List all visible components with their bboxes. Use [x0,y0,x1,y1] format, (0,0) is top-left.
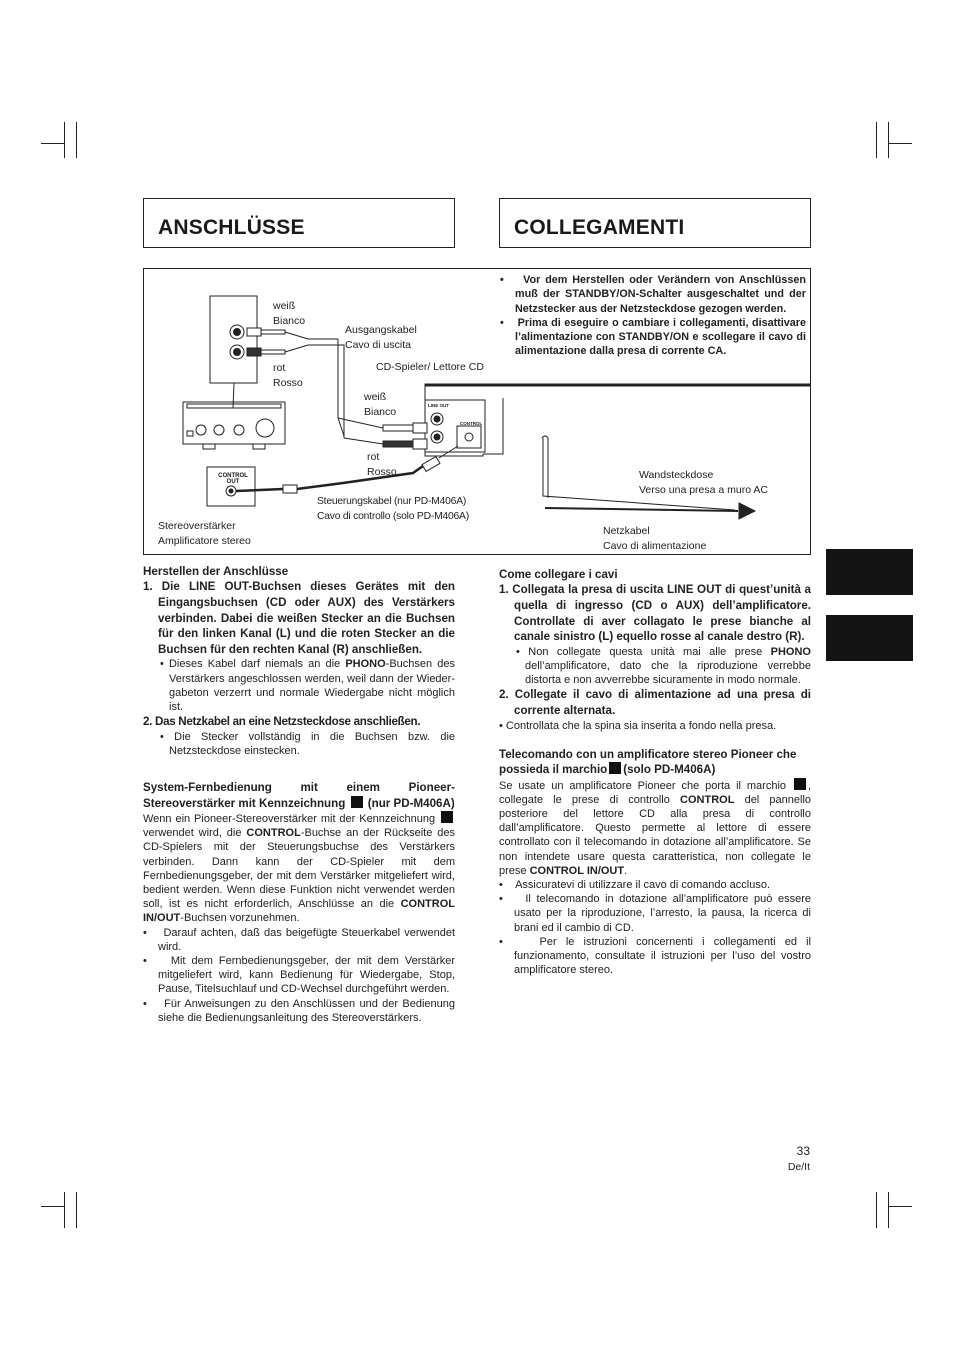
it-remote-paragraph: Se usate un amplificatore Pioneer che porta il marchio , collegate le prese di controllo CONTROL del pannello posteriore del lettore CD alla presa di controllo dall’amplificatore. Questo permette al lettore di essere controllato con il telecomando in dotazione all’amplificatore. Se non intendete usare questa caratteristica, non collegate le prese CONTROL IN/OUT. [499,779,812,877]
system-logo-icon [441,811,453,823]
system-logo-icon [609,762,621,774]
crop-mark [876,1192,877,1228]
system-logo-icon [794,778,806,790]
language-tab [826,549,913,595]
section-title-box [499,198,811,248]
control-cable-label: Steuerungskabel (nur PD-M406A) [317,496,467,507]
cd-red-label: rot [367,451,380,463]
output-cable-label-it: Cavo di uscita [345,338,411,351]
amp-red-label: rot [273,362,286,374]
de-system-paragraph: Wenn ein Pioneer-Stereoverstärker mit der Kennzeichnung verwendet wird, die CONTROL-Buchse an der Rückseite des CD-Spielers mit der Steuerungsbuchse des Verstärkers verbinden. Dann kann der CD-Spieler mit dem Fernbedienungsgeber, der mit dem Verstärker mitgeliefert wird, bedient werden. Wenn diese Funktion nicht verwendet werden soll, ist es nicht erforderlich, Anschlüsse an die CONTROL IN/OUT-Buchsen vorzunehmen. [143,813,456,925]
de-step-1-note: • Dieses Kabel darf niemals an die PHONO-Buchsen des Verstärkers angeschlossen werden, weil dann der Wieder-gabeton verzerrt und normale Wiedergabe nicht möglich ist. [160,658,455,713]
wall-outlet-label-it: Verso una presa a muro AC [639,483,768,496]
crop-mark [76,1192,77,1228]
de-bullet: • Darauf achten, daß das beigefügte Steuerkabel verwendet wird. [143,926,456,953]
crop-mark [888,122,889,158]
de-step-2-note: • Die Stecker vollständig in die Buchsen bzw. die Netzsteckdose einstecken. [160,730,455,757]
crop-mark [888,1206,912,1207]
section-title-it: COLLEGAMENTI [514,216,685,239]
crop-mark [41,143,65,144]
it-heading: Come collegare i cavi [499,568,618,581]
page-language: De/It [787,1161,810,1173]
it-bullet: • Il telecomando in dotazione all’amplificatore può essere usato per la riproduzione, l’arresto, la pausa, la ricerca di brani ed il cambio di CD. [499,893,811,934]
cd-player-label: CD-Spieler/ Lettore CD [376,361,484,373]
cd-white-label-it: Bianco [364,405,397,418]
cd-red-label-it: Rosso [367,465,397,478]
it-step-1: 1. Collegata la presa di uscita LINE OUT di quest’unità a quella di ingresso (CD o AUX) dell’amplificatore. Controllate di aver collagato le prese bianche al canale sinistro (L) equello rosse al canale destro (R). [499,583,811,644]
warning-it: • Prima di eseguire o cambiare i collegamenti, disattivare l’alimentazione con STANDBY/ON e scollegare il cavo di alimentazione dalla presa di corrente CA. [500,316,806,358]
it-step-2: 2. Collegate il cavo di alimentazione ad una presa di corrente alternata. [499,688,811,717]
de-step-1: 1. Die LINE OUT-Buchsen dieses Gerätes mit den Eingangsbuchsen (CD oder AUX) des Verstärkers verbinden. Dabei die weißen Stecker an die Buchsen für den linken Kanal (L) und die roten Stecker an die Buchsen für den rechten Kanal (R) anschließen. [143,580,455,656]
warning-list [500,273,806,359]
output-cable-label: Ausgangskabel [345,324,417,336]
crop-mark [64,1192,65,1228]
amp-white-label-it: Bianco [273,314,306,327]
connection-diagram [143,268,811,555]
de-heading: Herstellen der Anschlüsse [143,565,289,578]
crop-mark [64,122,65,158]
wall-outlet-label: Wandsteckdose [639,469,714,481]
control-panel-label: CONTROL [460,421,483,426]
it-remote-heading: Telecomando con un amplificatore stereo Pioneer che possieda il marchio (solo PD-M406A) [499,747,797,777]
amp-white-label: weiß [273,300,296,312]
control-out-label-2: OUT [226,479,240,485]
language-tab [826,615,913,661]
section-title-box [143,198,455,248]
crop-mark [888,143,912,144]
crop-mark [41,1206,65,1207]
crop-mark [888,1192,889,1228]
it-bullet: • Assicuratevi di utilizzare il cavo di comando accluso. [499,879,771,892]
control-out-label: CONTROL [218,473,248,479]
section-title-de: ANSCHLÜSSE [158,216,305,239]
crop-mark [76,122,77,158]
stereo-amp-label-it: Amplificatore stereo [158,534,251,547]
crop-mark [876,122,877,158]
italian-column [499,567,811,977]
system-logo-icon [351,796,363,808]
amp-red-label-it: Rosso [273,376,303,389]
it-bullet: • Per le istruzioni concernenti i collegamenti ed il funzionamento, consultate il istruzioni per l’uso del vostro amplificatore stereo. [499,935,811,977]
it-step-2-note: • Controllata che la spina sia inserita a fondo nella presa. [499,719,777,732]
de-bullet: • Für Anweisungen zu den Anschlüssen und der Bedienung siehe die Bedienungsanleitung des Stereoverstärkers. [143,997,455,1024]
de-system-heading: System-Fernbedienung mit einem Pioneer-Stereoverstärker mit Kennzeichnung (nur PD-M406A) [143,781,455,810]
german-column [143,564,455,1025]
control-cable-label-it: Cavo di controllo (solo PD-M406A) [317,510,469,522]
it-step-1-note: • Non collegate questa unità mai alle prese PHONO dell’amplificatore, dato che la riproduzione verrebbe distorta e non avverrebbe sicuramente in modo normale. [516,645,811,687]
power-cord-label: Netzkabel [603,525,650,537]
power-cord-label-it: Cavo di alimentazione [603,539,707,552]
page-footer [760,1143,810,1175]
page-number: 33 [796,1144,810,1158]
line-out-panel-label: LINE OUT [428,403,449,408]
de-bullet: • Mit dem Fernbedienungsgeber, der mit dem Verstärker mitgeliefert wird, kann Bedienung für Wiedergabe, Stop, Pause, Titelsuchlauf und CD-Wechsel durchgeführt werden. [143,955,456,996]
cd-white-label: weiß [364,391,387,403]
warning-de: • Vor dem Herstellen oder Verändern von Anschlüssen muß der STANDBY/ON-Schalter ausgeschaltet und der Netzstecker aus der Netzsteckdose gezogen werden. [500,274,807,315]
stereo-amp-label: Stereoverstärker [158,520,236,532]
de-step-2: 2. Das Netzkabel an eine Netzsteckdose anschließen. [143,715,421,729]
